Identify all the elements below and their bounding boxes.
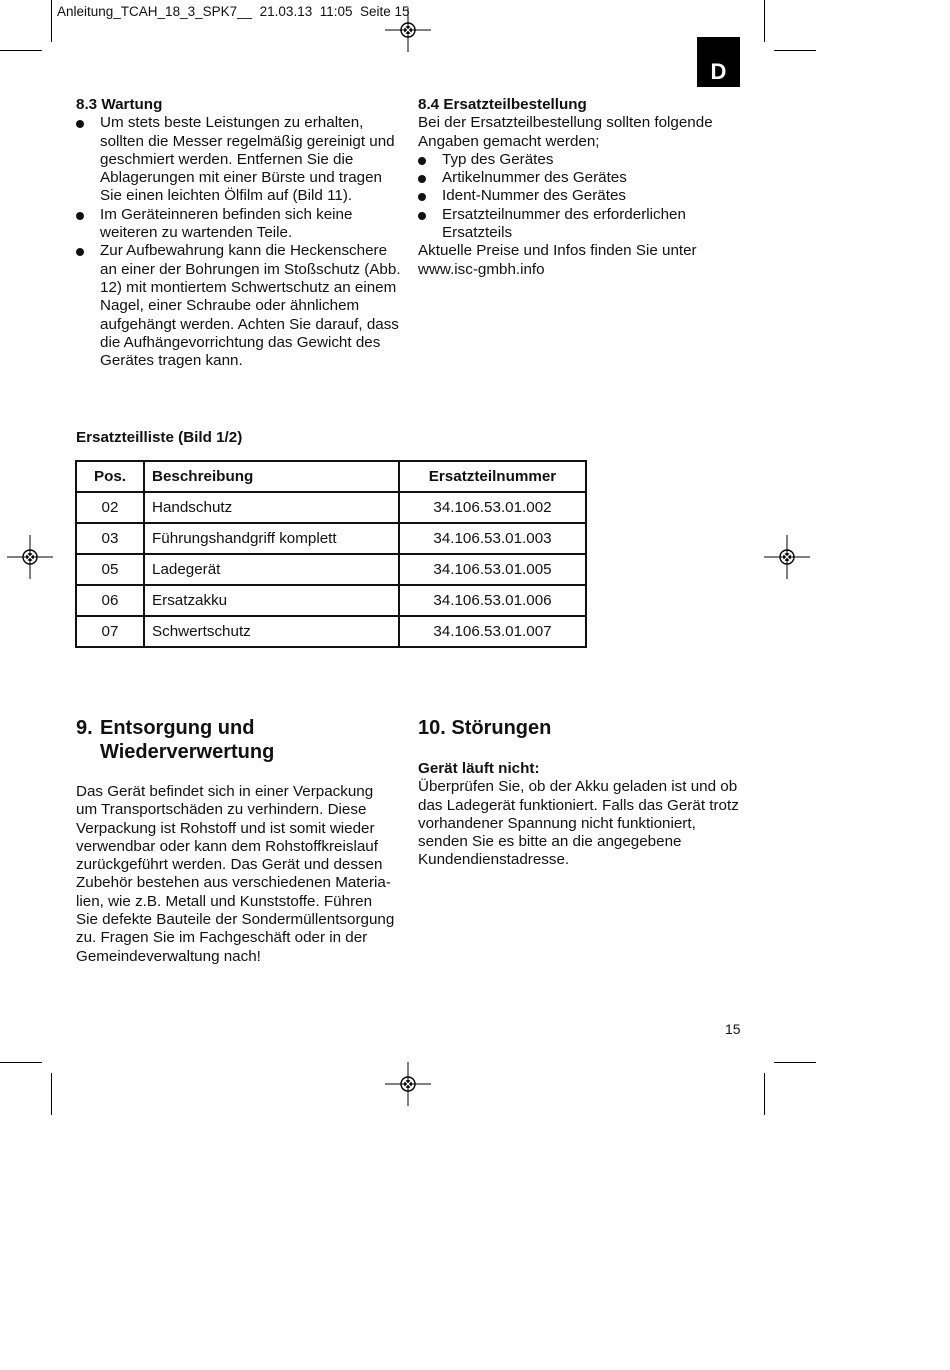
crop-mark	[764, 0, 765, 42]
column-header-description: Beschreibung	[144, 461, 399, 492]
cell-description: Ladegerät	[144, 554, 399, 585]
registration-mark-icon	[764, 535, 810, 579]
cell-part-number: 34.106.53.01.006	[399, 585, 586, 616]
crop-mark	[774, 1062, 816, 1063]
cell-description: Schwertschutz	[144, 616, 399, 647]
table-header-row	[76, 461, 586, 492]
column-header-pos: Pos.	[76, 461, 144, 492]
crop-mark	[764, 1073, 765, 1115]
parts-list-title: Ersatzteilliste (Bild 1/2)	[76, 429, 243, 446]
registration-mark-icon	[385, 1062, 431, 1106]
table-row	[76, 492, 586, 523]
section-10-body: Überprüfen Sie, ob der Akku geladen ist und ob das Ladegerät funktioniert. Falls das Gerät trotz vorhandener Spannung nicht funktioniert, senden Sie es bitte an die angegebene Kundendienstadresse.	[418, 778, 739, 869]
cell-part-number: 34.106.53.01.007	[399, 616, 586, 647]
language-tab-label: D	[710, 59, 727, 84]
cell-description: Ersatzakku	[144, 585, 399, 616]
page-number: 15	[725, 1021, 741, 1037]
cell-part-number: 34.106.53.01.003	[399, 523, 586, 554]
section-10-title: 10. Störungen	[418, 717, 552, 739]
section-9-title-line2: Wiederverwertung	[100, 741, 275, 763]
order-info-list	[418, 151, 748, 242]
cell-pos: 06	[76, 585, 144, 616]
section-8-4-title: 8.4 Ersatzteilbestellung	[418, 96, 587, 113]
table-row	[76, 554, 586, 585]
cell-pos: 07	[76, 616, 144, 647]
section-8-3	[76, 96, 404, 370]
list-item: Typ des Gerätes	[418, 151, 748, 169]
registration-mark-icon	[385, 8, 431, 52]
list-item: Ident-Nummer des Gerätes	[418, 187, 748, 205]
section-10-subtitle: Gerät läuft nicht:	[418, 760, 540, 777]
section-8-3-title: 8.3 Wartung	[76, 96, 163, 113]
table-row	[76, 616, 586, 647]
table-row	[76, 585, 586, 616]
cell-pos: 02	[76, 492, 144, 523]
table-row	[76, 523, 586, 554]
section-9-number: 9.	[76, 717, 93, 739]
crop-mark	[774, 50, 816, 51]
section-9-title-line1	[76, 716, 404, 740]
crop-mark	[0, 1062, 42, 1063]
crop-mark	[51, 0, 52, 42]
slug-file: Anleitung_TCAH_18_3_SPK7__	[57, 4, 253, 19]
slug-page: Seite 15	[360, 4, 410, 19]
crop-mark	[51, 1073, 52, 1115]
list-item: Ersatzteilnummer des erforderlichen Ersatzteils	[418, 206, 748, 243]
cell-pos: 03	[76, 523, 144, 554]
print-slug	[57, 4, 410, 19]
list-item: Um stets beste Leistungen zu erhalten, sollten die Messer regelmäßig gereinigt und geschmiert werden. Entfernen Sie die Ablagerungen mit einer Bürste und tragen Sie einen leichten Ölfilm auf (Bild 11).	[76, 114, 404, 205]
list-item: Im Geräteinneren befinden sich keine weiteren zu wartenden Teile.	[76, 206, 404, 243]
cell-description: Handschutz	[144, 492, 399, 523]
cell-pos: 05	[76, 554, 144, 585]
section-8-4-intro: Bei der Ersatzteilbestellung sollten folgende Angaben gemacht werden;	[418, 114, 713, 150]
registration-mark-icon	[7, 535, 53, 579]
list-item: Zur Aufbewahrung kann die Heckenschere an einer der Bohrungen im Stoßschutz (Abb. 12) mit montiertem Schwertschutz an einem Nagel, einer Schraube oder ähnlichem aufgehängt werden. Achten Sie darauf, dass die Aufhängevorrichtung das Gewicht des Gerätes tragen kann.	[76, 242, 404, 370]
section-10	[418, 716, 748, 870]
language-tab	[697, 37, 740, 87]
maintenance-list	[76, 114, 404, 370]
section-8-4-outro-line1: Aktuelle Preise und Infos finden Sie unter	[418, 242, 697, 260]
column-header-part-number: Ersatzteilnummer	[399, 461, 586, 492]
list-item: Artikelnummer des Gerätes	[418, 169, 748, 187]
section-9	[76, 716, 404, 966]
cell-part-number: 34.106.53.01.005	[399, 554, 586, 585]
slug-date: 21.03.13	[259, 4, 313, 19]
section-8-4	[418, 96, 748, 279]
website-url: www.isc-gmbh.info	[418, 260, 545, 278]
section-9-title	[76, 716, 404, 764]
crop-mark	[0, 50, 42, 51]
cell-description: Führungshandgriff komplett	[144, 523, 399, 554]
cell-part-number: 34.106.53.01.002	[399, 492, 586, 523]
slug-time: 11:05	[319, 4, 353, 19]
section-9-title-text1: Entsorgung und	[100, 717, 255, 739]
parts-table	[75, 460, 587, 648]
section-9-body: Das Gerät befindet sich in einer Verpackung um Transportschäden zu verhindern. Diese Verpackung ist Rohstoff und ist somit wieder verwendbar oder kann dem Rohstoffkreislauf zurückgeführt werden. Das Gerät und dessen Zubehör bestehen aus verschiedenen Materialien, wie z.B. Metall und Kunststoffe. Führen Sie defekte Bauteile der Sondermüllentsorgung zu. Fragen Sie im Fachgeschäft oder in der Gemeindeverwaltung nach!	[76, 783, 395, 965]
